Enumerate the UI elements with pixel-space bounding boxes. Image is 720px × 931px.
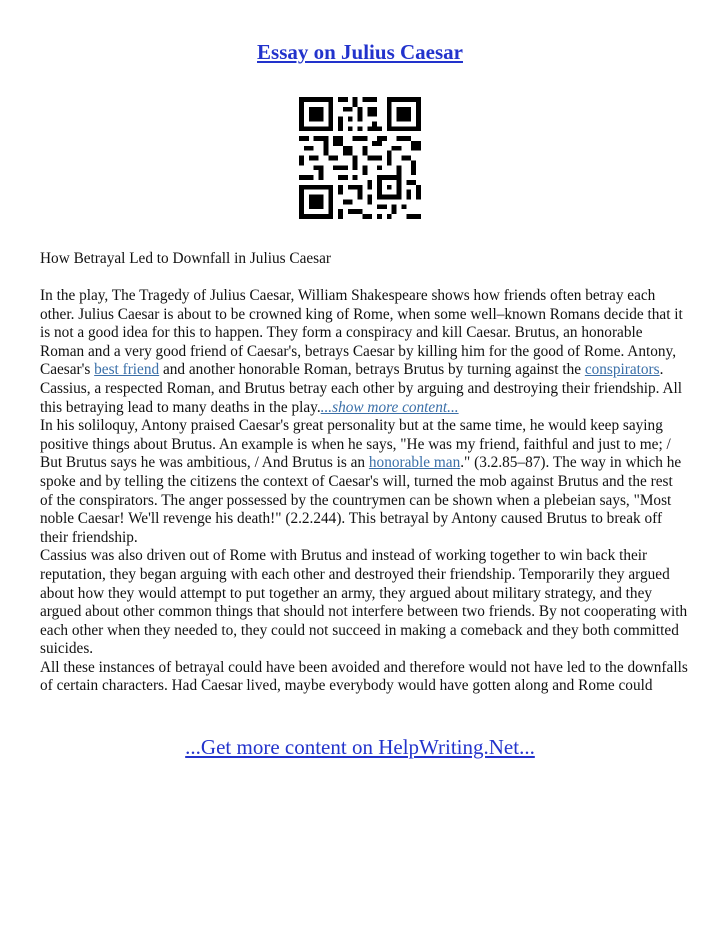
get-more-content-link[interactable]: ...Get more content on HelpWriting.Net... [185,735,535,759]
paragraph-text: and another honorable Roman, betrays Brutus by turning against the [159,361,585,379]
paragraph-3: Cassius was also driven out of Rome with Brutus and instead of working together to win back their reputation, they began arguing with each other and destroyed their friendship. Temporarily they argued about how they would attempt to put together an army, they argued about military strategy, and they argued about other common things that should not interfere between two friends. By not cooperating with each other when they needed to, they could not succeed in making a comeback and they both committed suicides. [40,547,688,658]
qr-code-icon [299,97,421,219]
paragraph-4: All these instances of betrayal could have been avoided and therefore would not have led to the downfalls of certain characters. Had Caesar lived, maybe everybody would have gotten along and Rome could [40,658,688,695]
paragraph-1 [40,287,688,417]
paragraph-text: In the play, The Tragedy of Julius Caesar, William Shakespeare shows how friends often betray each other. Julius Caesar is about to be crowned king of Rome, when some well–known Romans decide that it is not a good idea for this to happen. They form a conspiracy and kill Caesar. Brutus, an honorable Roman and a very good friend of Caesar's, betrays Caesar by killing him for the good of Rome. Antony, Caesar's [40,287,683,379]
paragraph-2 [40,417,688,547]
paragraph-text: . Cassius, a respected Roman, and Brutus betray each other by arguing and destroying their friendship. All this betraying lead to many deaths in the play. [40,361,683,416]
paragraph-text: In his soliloquy, Antony praised Caesar's great personality but at the same time, he would keep saying positive things about Brutus. An example is when he says, "He was my friend, faithful and just to me; / But Brutus says he was ambitious, / And Brutus is an [40,417,671,472]
best-friend-link[interactable]: best friend [94,361,160,379]
honorable-man-link[interactable]: honorable man [368,454,461,472]
paragraph-text: ." (3.2.85–87). The way in which he spoke and by telling the citizens the context of Caesar's will, turned the mob against Brutus and the rest of the conspirators. The anger possessed by the countrymen can be shown when a plebeian says, "Most noble Caesar! We'll revenge his death!" (2.2.244). This betrayal by Antony caused Brutus to break off their friendship. [40,454,682,546]
essay-body [40,287,688,696]
show-more-link[interactable]: ...show more content... [320,398,459,416]
conspirators-link[interactable]: conspirators [584,361,660,379]
page-title[interactable]: Essay on Julius Caesar [257,40,463,64]
essay-subtitle: How Betrayal Led to Downfall in Julius Caesar [40,250,331,267]
